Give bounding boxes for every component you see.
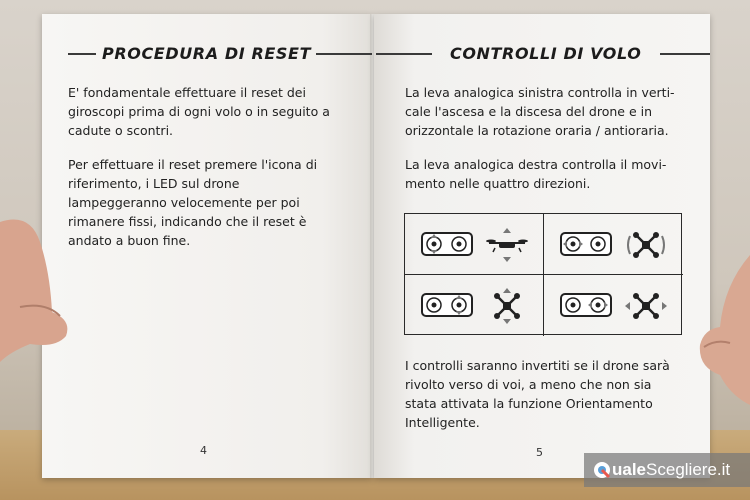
diagram-cell-left-stick-horizontal: [544, 214, 683, 275]
watermark-text-bold: uale: [612, 460, 647, 479]
left-page-number: 4: [200, 444, 207, 457]
left-page-title: PROCEDURA DI RESET: [102, 44, 312, 63]
right-hand: [690, 255, 750, 405]
watermark-text-regular: Scegliere.it: [646, 460, 731, 479]
right-page-title: CONTROLLI DI VOLO: [450, 44, 642, 63]
controller-phone-icon: [560, 293, 612, 317]
diagram-cell-right-stick-horizontal: [544, 275, 683, 336]
drone-forward-back-icon: [485, 287, 529, 325]
left-hand: [0, 212, 80, 372]
title-rule-left: [68, 53, 96, 55]
right-paragraph-3: I controlli saranno invertiti se il drone sarà rivolto verso di voi, a meno che non sia stata attivata la funzione Orientamento Intelligente.: [405, 358, 670, 430]
title-rule-left-2: [376, 53, 432, 55]
title-rule-right-2: [660, 53, 710, 55]
controller-phone-icon: [560, 232, 612, 256]
title-rule-right: [316, 53, 372, 55]
right-paragraph-2: La leva analogica destra controlla il movi- mento nelle quattro direzioni.: [405, 157, 667, 191]
diagram-cell-right-stick-vertical: [405, 275, 544, 336]
controller-phone-icon: [421, 293, 473, 317]
drone-rotate-icon: [624, 226, 668, 264]
controller-phone-icon: [421, 232, 473, 256]
site-watermark: [584, 453, 750, 487]
left-paragraph-1: E' fondamentale effettuare il reset dei giroscopi prima di ogni volo o in seguito a cadute o scontri.: [68, 85, 330, 138]
diagram-cell-left-stick-vertical: [405, 214, 544, 275]
drone-updown-icon: [485, 226, 529, 264]
left-paragraph-2: Per effettuare il reset premere l'icona di riferimento, i LED sul drone lampeggeranno velocemente per poi rimanere fissi, indicando che il reset è andato a buon fine.: [68, 157, 318, 248]
right-paragraph-1: La leva analogica sinistra controlla in verti- cale l'ascesa e la discesa del drone e in orizzontale la rotazione oraria / antioraria.: [405, 85, 675, 138]
right-page-number: 5: [536, 446, 543, 459]
qualescegliere-logo-icon: [592, 460, 612, 480]
drone-left-right-icon: [624, 287, 668, 325]
flight-controls-diagram: [404, 213, 682, 335]
